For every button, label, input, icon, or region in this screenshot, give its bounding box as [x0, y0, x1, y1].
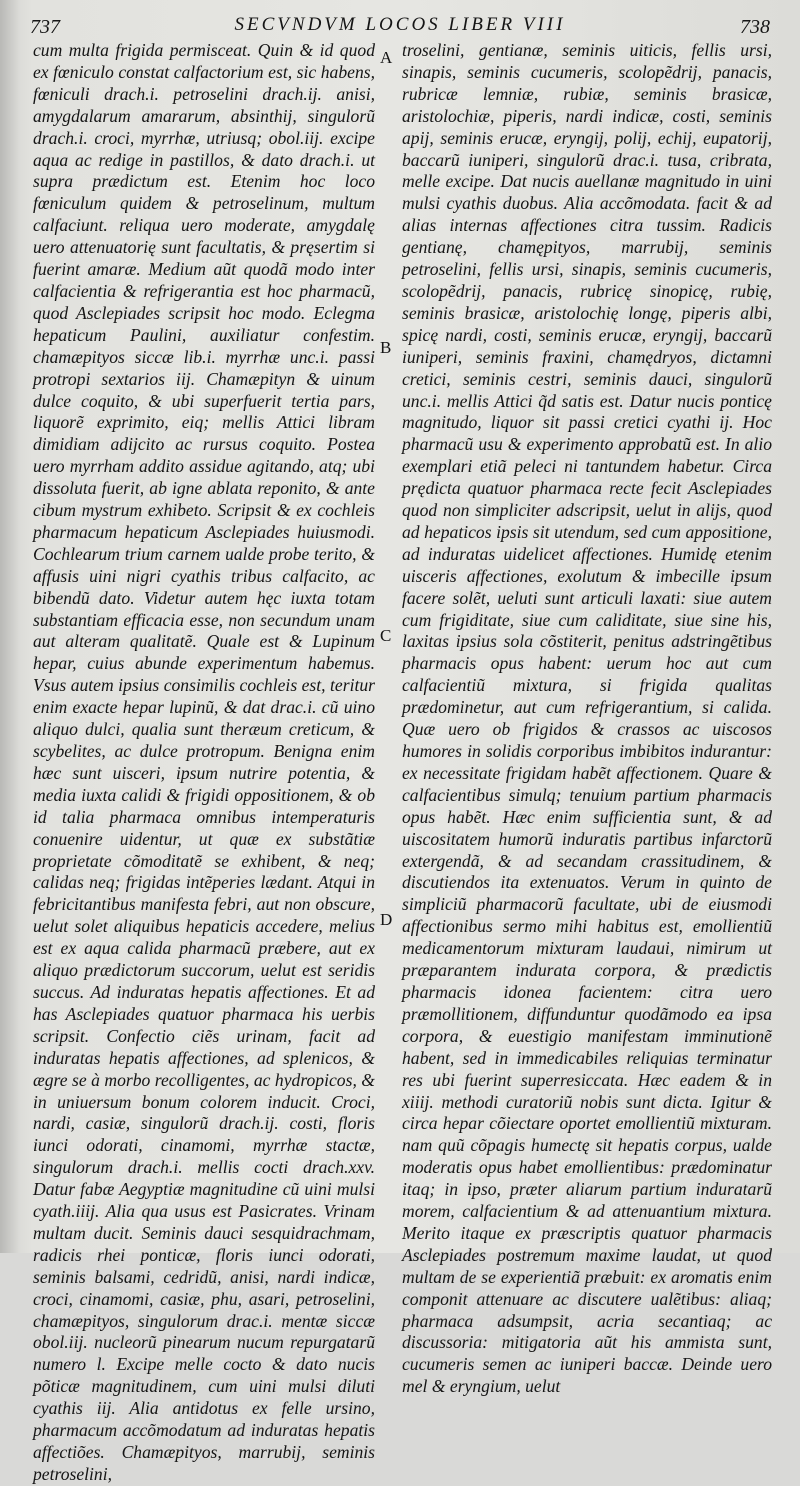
margin-letter-b: B	[380, 338, 392, 357]
page-number-right: 738	[740, 16, 770, 38]
page-header	[30, 12, 770, 40]
margin-letter-d: D	[380, 910, 393, 929]
margin-letters	[376, 40, 400, 1240]
margin-letter-c: C	[380, 626, 392, 645]
right-column	[402, 40, 772, 1397]
left-column-text: cum multa frigida permisceat. Quin & id quod ex fœniculo constat calfactorium est, sic habens, fœniculi drach.i. petroselini drach.ij. anisi, amygdalarum amararum, absinthij, singulorũ drach.i. croci, myrrhæ, utriusq; obol.iij. excipe aqua ac redige in pastillos, & dato drach.i. ut supra prædictum est. Etenim hoc loco fœniculum quidem & petroselinum, multum calfaciunt. reliqua uero moderate, amygdalę uero attenuatorię sunt facultatis, & pręsertim si fuerint amaræ. Medium aũt quodã modo inter calfacientia & refrigerantia est hoc pharmacũ, quod Asclepiades scripsit hoc modo. Eclegma hepaticum Paulini, auxiliatur confestim. chamæpityos siccæ lib.i. myrrhæ unc.i. passi protropi sextarios iij. Chamæpityn & uinum dulce coquito, & ubi superfuerit tertia pars, liquorẽ exprimito, eiq; mellis Attici libram dimidiam adijcito ac rursus coquito. Postea uero myrrham addito assidue agitando, atq; ubi dissoluta fuerit, ab igne ablata reponito, & ante cibum mystrum exhibeto. Scripsit & ex cochleis pharmacum hepaticum Asclepiades huiusmodi. Cochlearum trium carnem ualde probe terito, & affusis uini nigri cyathis tribus calfacito, ac bibendũ dato. Videtur autem hęc iuxta totam substantiam efficacia esse, non secundum unam aut alteram qualitatẽ. Quale est & Lupinum hepar, cuius abunde experimentum habemus. Vsus autem ipsius consimilis cochleis est, teritur enim exacte hepar lupinũ, & dat drac.i. cũ uino aliquo dulci, qualia sunt theræum creticum, & scybelites, ac dulce protropum. Benigna enim hæc sunt uisceri, ipsum nutrire potentia, & media iuxta calidi & frigidi oppositionem, & ob id talia pharmaca omnibus intemperaturis conuenire uidentur, ut quæ ex substãtiæ proprietate cõmoditatẽ se exhibent, & neq; calidas neq; frigidas intẽperies lædant. Atqui in febricitantibus manifesta febri, aut non obscure, uelut solet aliquibus hepaticis accedere, melius est ex aqua calida pharmacũ præbere, aut ex aliquo prædictorum succorum, uelut est seridis succus. Ad induratas hepatis affectiones. Et ad has Asclepiades quatuor pharmaca his uerbis scripsit. Confectio ciẽs urinam, facit ad induratas hepatis affectiones, ad splenicos, & ægre se à morbo recolligentes, ac hydropicos, & in uniuersum bonum colorem inducit. Croci, nardi, casiæ, singulorũ drach.ij. costi, floris iunci odorati, cinamomi, myrrhæ stactæ, singulorum drach.i. mellis cocti drach.xxv. Datur fabæ Aegyptiæ magnitudine cũ uini mulsi cyath.iiij. Alia qua usus est Pasicrates. Vrinam multam ducit. Seminis dauci sesquidrachmam, radicis rhei ponticæ, floris iunci odorati, seminis balsami, cedridũ, anisi, nardi indicæ, croci, cinamomi, casiæ, phu, asari, petroselini, chamæpityos, singulorum drac.i. mentæ siccæ obol.iij. nucleorũ pinearum nucum repurgatarũ numero l. Excipe melle cocto & dato nucis põticæ magnitudinem, cum uini mulsi diluti cyathis iij. Alia antidotus ex felle ursino, pharmacum accõmodatum ad induratas hepatis affectiões. Chamæpityos, marrubij, seminis petroselini,	[33, 40, 375, 1484]
margin-letter-a: A	[380, 48, 393, 67]
gutter-shadow	[0, 0, 20, 1253]
page-number-left: 737	[30, 16, 60, 38]
running-title: SECVNDVM LOCOS LIBER VIII	[234, 14, 566, 35]
right-column-text: troselini, gentianæ, seminis uiticis, fellis ursi, sinapis, seminis cucumeris, scolopẽdrij, panacis, rubricæ lemniæ, rubiæ, seminis brasicæ, aristolochiæ, piperis, nardi indicæ, costi, seminis apij, seminis erucæ, eryngij, polij, echij, eupatorij, baccarũ iuniperi, singulorũ drac.i. tusa, cribrata, melle excipe. Dat nucis auellanæ magnitudo in uini mulsi cyathis duobus. Alia accõmodata. facit & ad alias internas affectiones citra tussim. Radicis gentianę, chamępityos, marrubij, seminis petroselini, fellis ursi, sinapis, seminis cucumeris, scolopẽdrij, panacis, rubricę sinopicę, rubię, seminis brasicæ, aristolochię longę, piperis albi, spicę nardi, costi, seminis erucæ, eryngij, baccarũ iuniperi, seminis fraxini, chamędryos, dictamni cretici, seminis cestri, seminis dauci, singulorũ unc.i. mellis Attici q̃d satis est. Datur nucis ponticę magnitudo, liquor sit passi cretici cyathi ij. Hoc pharmacũ usu & experimento approbatũ est. In alio exemplari etiã peleci ni tantundem habetur. Circa prędicta quatuor pharmaca recte fecit Asclepiades quod non simpliciter adscripsit, uelut in alijs, quod ad hepaticos ipsis sit utendum, sed cum appositione, ad induratas uidelicet affectiones. Humidę etenim uisceris affectiones, exolutum & imbecille ipsum facere solẽt, ueluti sunt articuli laxati: siue autem cum frigiditate, siue cum caliditate, siue sine his, laxitas ipsius sola cõstiterit, penitus adstringẽtibus pharmacis opus habent: uerum hoc aut cum calfacientiũ mixtura, si frigida qualitas prædominetur, aut cum refrigerantium, si calida. Quæ uero ob frigidos & crassos ac uiscosos humores in solidis corporibus imbibitos indurantur: ex necessitate frigidam habẽt affectionem. Quare & calfacientibus simulq; tenuium partium pharmacis opus habẽt. Hæc enim sufficientia sunt, & ad uiscositatem humorũ induratis partibus infarctorũ extergendã, & ad secandam crassitudinem, & discutiendos ita extenuatos. Verum in quinto de simpliciũ pharmacorũ facultate, ubi de eiusmodi affectionibus sermo mihi habitus est, emollientiũ medicamentorum mixturam laudaui, nimirum ut præparantem indurata corpora, & prædictis pharmacis idonea facientem: citra uero præmollitionem, diffunduntur quodãmodo ea ipsa corpora, & euestigio manifestam imminutionẽ habent, sed in immedicabiles reliquias terminatur res ubi fuerint superresiccata. Hæc eadem & in xiiij. methodi curatoriũ nobis sunt dicta. Igitur & circa hepar cõiectare oportet emollientiũ mixturam. nam quũ cõpagis humectę sit hepatis corpus, ualde moderatis opus habet emollientibus: prædominatur itaq; in ipso, præter aliarum partium induratarũ morem, calfacientium & ad attenuantium mixtura. Merito itaque ex præscriptis quatuor pharmacis Asclepiades postremum maxime laudat, ut quod multam de se experientiã præbuit: ex aromatis enim componit attenuare ac discutere ualẽtibus: aliaq; pharmaca adsumpsit, acria secantiaq; ac discussoria: mitigatoria aũt his ammista sunt, cucumeris semen ac iuniperi baccæ. Deinde uero mel & eryngium, uelut	[402, 40, 772, 1397]
left-column	[33, 40, 375, 1484]
